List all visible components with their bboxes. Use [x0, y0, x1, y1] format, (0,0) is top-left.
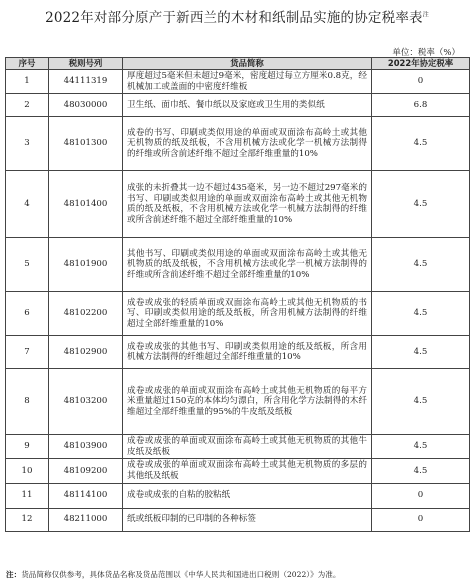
row-rate: 4.5 [372, 435, 470, 459]
row-rate: 6.8 [372, 94, 470, 117]
row-rate: 4.5 [372, 459, 470, 483]
row-code: 48101400 [49, 171, 123, 238]
row-desc: 厚度超过5毫米但未超过9毫米，密度超过每立方厘米0.8克，经机械加工或盖面的中密度纤维板 [123, 70, 372, 94]
row-no: 5 [6, 238, 49, 292]
table-row [6, 435, 470, 459]
table-row [6, 336, 470, 369]
table-row [6, 508, 470, 531]
row-no: 11 [6, 483, 49, 508]
row-code: 44111319 [49, 70, 123, 94]
footnote-text: 货品简称仅供参考，具体货品名称及货品范围以《中华人民共和国进出口税则（2022）》为准。 [21, 570, 341, 579]
row-no: 2 [6, 94, 49, 117]
row-code: 48103200 [49, 369, 123, 435]
footnote [6, 569, 340, 580]
row-rate: 4.5 [372, 369, 470, 435]
row-no: 8 [6, 369, 49, 435]
page-title: 2022年对部分原产于新西兰的木材和纸制品实施的协定税率表$^注$ [45, 10, 429, 26]
row-rate: 4.5 [372, 171, 470, 238]
row-rate: 0 [372, 508, 470, 531]
row-desc: 成卷或成张的单面或双面涂布高岭土或其他无机物质的每平方米重量超过150克的本体均匀漂白，所含用化学方法制得的木纤维超过全部纤维重量的95%的牛皮纸及纸板 [123, 369, 372, 435]
header-no: 序号 [6, 58, 49, 70]
row-code: 48103900 [49, 435, 123, 459]
row-code: 48030000 [49, 94, 123, 117]
row-desc: 成卷或成张的其他书写、印刷或类似用途的纸及纸板，所含用机械方法制得的纤维超过全部纤维重量的10% [123, 336, 372, 369]
row-rate: 0 [372, 483, 470, 508]
row-code: 48101300 [49, 117, 123, 171]
table-row [6, 459, 470, 483]
row-rate: 4.5 [372, 238, 470, 292]
row-no: 3 [6, 117, 49, 171]
table-header-row [6, 58, 470, 70]
row-rate: 0 [372, 70, 470, 94]
row-desc: 成张的未折叠其一边不超过435毫米，另一边不超过297毫米的书写、印刷或类似用途的单面或双面涂布高岭土或其他无机物质的纸及纸板，不含用机械方法或化学一机械方法制得的纤维或所含前述纤维不超过全部纤维重量的10% [123, 171, 372, 238]
row-rate: 4.5 [372, 117, 470, 171]
row-code: 48109200 [49, 459, 123, 483]
row-code: 48211000 [49, 508, 123, 531]
footnote-label: 注： [6, 570, 22, 579]
row-desc: 成卷或成张的单面或双面涂布高岭土或其他无机物质的其他牛皮纸及纸板 [123, 435, 372, 459]
row-code: 48101900 [49, 238, 123, 292]
header-desc: 货品简称 [123, 58, 372, 70]
row-desc: 成卷或成张的单面或双面涂布高岭土或其他无机物质的多层的其他纸及纸板 [123, 459, 372, 483]
row-no: 12 [6, 508, 49, 531]
row-desc: 卫生纸、面巾纸、餐巾纸以及家庭或卫生用的类似纸 [123, 94, 372, 117]
table-row [6, 483, 470, 508]
row-no: 6 [6, 292, 49, 336]
unit-label: 单位：税率（%） [392, 48, 460, 58]
table-row [6, 369, 470, 435]
row-desc: 成卷的书写、印刷或类似用途的单面或双面涂布高岭土或其他无机物质的纸及纸板，不含用机械方法或化学一机械方法制得的纤维或所含前述纤维不超过全部纤维重量的10% [123, 117, 372, 171]
table-row [6, 292, 470, 336]
row-code: 48102200 [49, 292, 123, 336]
row-desc: 成卷或成张的自粘的胶粘纸 [123, 483, 372, 508]
row-rate: 4.5 [372, 292, 470, 336]
row-no: 10 [6, 459, 49, 483]
tariff-table [5, 57, 470, 532]
row-no: 9 [6, 435, 49, 459]
header-rate: 2022年协定税率 [372, 58, 470, 70]
header-code: 税则号列 [49, 58, 123, 70]
table-row [6, 70, 470, 94]
table-row [6, 117, 470, 171]
row-desc: 其他书写、印刷或类似用途的单面或双面涂布高岭土或其他无机物质的纸及纸板，不含用机械方法或化学一机械方法制得的纤维或所含前述纤维不超过全部纤维重量的10% [123, 238, 372, 292]
row-code: 48102900 [49, 336, 123, 369]
table-row [6, 171, 470, 238]
table-row [6, 238, 470, 292]
table-row [6, 94, 470, 117]
row-code: 48114100 [49, 483, 123, 508]
row-no: 4 [6, 171, 49, 238]
row-no: 7 [6, 336, 49, 369]
title-footnote-mark: 注 [422, 11, 429, 19]
row-desc: 成卷或成张的轻质单面或双面涂布高岭土或其他无机物质的书写、印刷或类似用途的纸及纸板，所含用机械方法制得的纤维超过全部纤维重量的10% [123, 292, 372, 336]
row-rate: 4.5 [372, 336, 470, 369]
row-no: 1 [6, 70, 49, 94]
row-desc: 纸或纸板印制的已印制的各种标签 [123, 508, 372, 531]
